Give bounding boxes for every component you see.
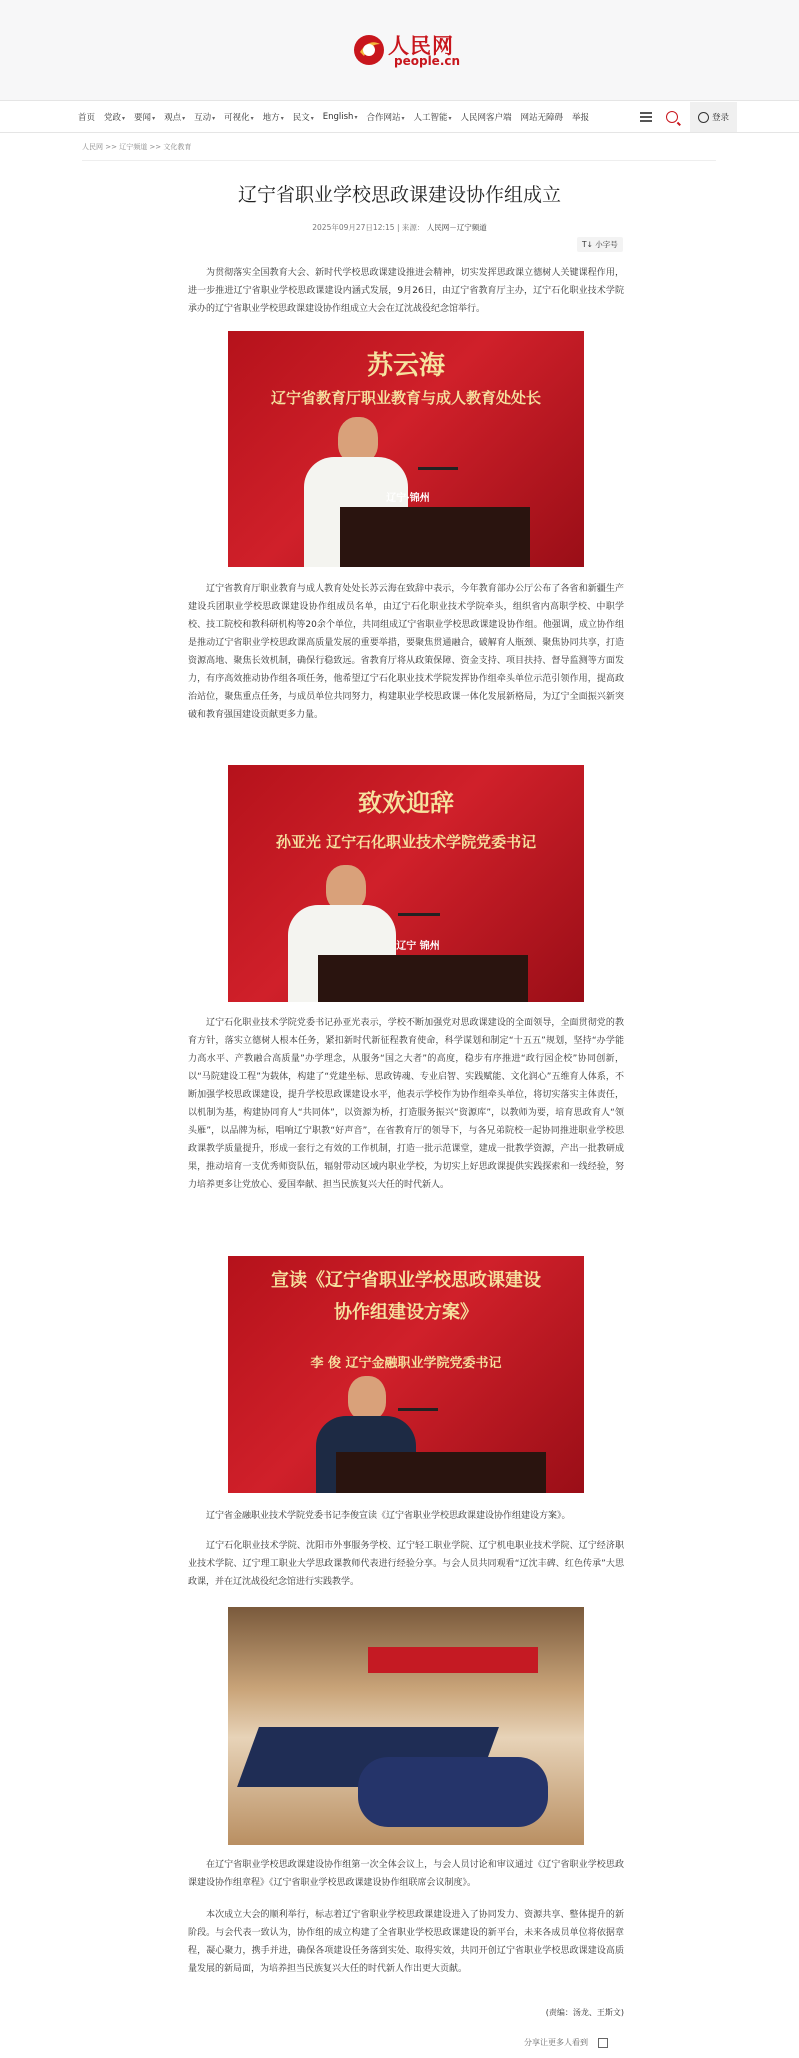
nav-item-8[interactable] [323,112,358,122]
share-icon[interactable] [598,2038,608,2048]
nav-item-label: 地方 [262,113,280,123]
chevron-down-icon: ▾ [310,115,314,122]
logo-text-en: people.cn [394,54,461,68]
photo-1-title: 辽宁省教育厅职业教育与成人教育处处长 [270,389,541,407]
nav-item-13[interactable] [572,111,589,123]
login-label: 登录 [712,113,730,123]
login-button[interactable] [690,102,737,132]
breadcrumb [82,142,191,152]
article-paragraph-6: 在辽宁省职业学校思政课建设协作组第一次全体会议上，与会人员讨论和审议通过《辽宁省职业学校思政课建设协作组章程》《辽宁省职业学校思政课建设协作组联席会议制度》。 [188,1860,624,1888]
divider [82,160,716,161]
menu-icon[interactable] [640,112,652,122]
nav-item-label: 举报 [572,113,590,123]
share-label: 分享让更多人看到 [524,2038,588,2047]
photo-3-line2: 协作组建设方案》 [334,1302,478,1323]
article-paragraph-2: 辽宁省教育厅职业教育与成人教育处处长苏云海在致辞中表示，今年教育部办公厅公布了各省和新疆生产建设兵团职业学校思政课建设协作组成员名单，由辽宁石化职业技术学院牵头，组织省内高职学校、中职学校、技工院校和教科研机构等20余个单位，共同组成辽宁省职业学校思政课建设协作组。他强调，成立协作组是推动辽宁省职业学校思政课高质量发展的重要举措，要聚焦贯通融合，破解育人瓶颈、聚焦协同共享，打造资源高地、聚焦长效机制，确保行稳致远。省教育厅将从政策保障、资金支持、项目扶持、督导监测等方面发力，有序高效推动协作组各项任务，他希望辽宁石化职业技术学院发挥协作组牵头单位示范引领作用，提高政治站位，聚焦重点任务，与成员单位共同努力，构建职业学校思政课一体化发展新格局，为辽宁全面振兴新突破和教育强国建设贡献更多力量。 [188,584,624,720]
article-meta: 2025年09月27日12:15 | 来源： 人民网－辽宁频道 [312,223,487,232]
site-header [0,0,799,101]
photo-3-line3: 李 俊 辽宁金融职业学院党委书记 [310,1356,502,1371]
article-photo-3 [228,1256,584,1493]
nav-item-label: 党政 [104,113,122,123]
chevron-down-icon: ▾ [354,114,358,121]
nav-item-3[interactable] [164,111,185,123]
photo-3-line1: 宣读《辽宁省职业学校思政课建设 [271,1270,541,1291]
chevron-down-icon: ▾ [152,115,156,122]
nav-item-label: 网站无障碍 [520,113,564,123]
breadcrumb-sep: >> [105,143,117,151]
article-source[interactable]: 人民网－辽宁频道 [426,223,487,232]
nav-item-label: 人工智能 [413,113,448,123]
nav-item-label: 人民网客户端 [460,113,512,123]
logo-text-cn: 人民网 [388,33,454,58]
main-nav [0,102,799,133]
article-paragraph-4: 辽宁省金融职业技术学院党委书记李俊宣读《辽宁省职业学校思政课建设协作组建设方案》。 [206,1511,571,1521]
photo-2-title: 孙亚光 辽宁石化职业技术学院党委书记 [275,833,537,851]
nav-item-11[interactable] [461,111,512,123]
article-paragraph-7: 本次成立大会的顺利举行，标志着辽宁省职业学校思政课建设进入了协同发力、资源共享、整体提升的新阶段。与会代表一致认为，协作组的成立构建了全省职业学校思政课建设的新平台，未来各成员单位将依据章程，凝心聚力，携手并进，确保各项建设任务落到实处、取得实效，共同开创辽宁省职业学校思政课建设高质量发展的新局面，为培养担当民族复兴大任的时代新人作出更大贡献。 [188,1910,624,1974]
nav-item-9[interactable] [366,111,404,123]
nav-item-label: 互动 [194,113,212,123]
nav-item-2[interactable] [134,111,155,123]
nav-item-label: 首页 [78,113,96,123]
article-photo-4 [228,1607,584,1845]
user-icon [698,112,709,123]
nav-item-1[interactable] [104,111,125,123]
photo-1-name: 苏云海 [366,351,445,381]
breadcrumb-home[interactable]: 人民网 [82,143,103,151]
chevron-down-icon: ▾ [401,115,405,122]
article-date: 2025年09月27日12:15 [312,223,395,232]
breadcrumb-channel[interactable]: 辽宁频道 [119,143,148,151]
search-icon[interactable] [666,111,678,123]
photo-2-heading: 致欢迎辞 [358,788,454,817]
editor-credit: (责编：汤龙、王斯文) [545,2008,624,2017]
source-label: 来源： [401,223,425,232]
nav-item-label: 可视化 [224,113,250,123]
article-paragraph-5: 辽宁石化职业技术学院、沈阳市外事服务学校、辽宁轻工职业学院、辽宁机电职业技术学院、辽宁经济职业技术学院、辽宁理工职业大学思政课教师代表进行经验分享。与会人员共同观看“辽沈丰碑、红色传承”大思政课，并在辽沈战役纪念馆进行实践教学。 [188,1541,624,1587]
nav-item-label: 要闻 [134,113,152,123]
nav-item-label: 观点 [164,113,182,123]
font-size-toggle[interactable]: T↓ 小字号 [577,237,623,252]
people-logo[interactable] [350,30,460,70]
chevron-down-icon: ▾ [212,115,216,122]
nav-item-0[interactable] [78,111,95,123]
nav-item-10[interactable] [413,111,451,123]
chevron-down-icon: ▾ [448,115,452,122]
breadcrumb-section[interactable]: 文化教育 [163,143,192,151]
nav-item-label: 民文 [292,113,310,123]
nav-item-7[interactable] [293,111,314,123]
photo-1-backdrop: 辽宁·锦州 [386,493,430,504]
nav-item-4[interactable] [194,111,215,123]
article-photo-2 [228,765,584,1002]
nav-item-5[interactable] [224,111,254,123]
photo-2-backdrop: 辽宁 锦州 [396,941,440,952]
nav-item-6[interactable] [263,111,284,123]
share-bar [524,2037,608,2048]
nav-item-label: 合作网站 [366,113,401,123]
chevron-down-icon: ▾ [250,115,254,122]
article-paragraph-3: 辽宁石化职业技术学院党委书记孙亚光表示，学校不断加强党对思政课建设的全面领导，全面贯彻党的教育方针，落实立德树人根本任务，紧扣新时代新征程教育使命，科学谋划和制定“十五五”规划，坚持“办学能力高水平、产教融合高质量”办学理念，从服务“国之大者”的高度，稳步有序推进“政行园企校”协同创新，以“马院建设工程”为载体，构建了“党建坐标、思政铸魂、专业启智、实践赋能、文化润心”五维育人体系，不断加强学校思政课建设，提升学校思政课建设水平，他表示学校作为协作组牵头单位，将切实落实主体责任，以机制为基，构建协同育人“共同体”，以资源为桥，打造服务振兴“资源库”，以教师为要，培育思政育人“领头雁”，以品牌为标，唱响辽宁职教“好声音”，在省教育厅的领导下，与各兄弟院校一起协同推进职业学校思政课教学质量提升，形成一套行之有效的工作机制，打造一批示范课堂，建成一批教学资源，产出一批教研成果，推动培育一支优秀师资队伍，辐射带动区域内职业学校，为切实上好思政课提供实践探索和一线经验，努力培养更多让党放心、爱国奉献、担当民族复兴大任的时代新人。 [188,1018,624,1190]
nav-item-label: English [322,112,354,122]
article-paragraph-1: 为贯彻落实全国教育大会、新时代学校思政课建设推进会精神，切实发挥思政课立德树人关键课程作用，进一步推进辽宁省职业学校思政课建设内涵式发展，9月26日，由辽宁省教育厅主办，辽宁石化职业技术学院承办的辽宁省职业学校思政课建设协作组成立大会在辽沈战役纪念馆举行。 [188,268,624,314]
article-photo-1 [228,331,584,567]
chevron-down-icon: ▾ [280,115,284,122]
chevron-down-icon: ▾ [182,115,186,122]
chevron-down-icon: ▾ [122,115,126,122]
breadcrumb-sep: >> [149,143,162,151]
page-title: 辽宁省职业学校思政课建设协作组成立 [237,184,561,206]
nav-item-12[interactable] [521,111,564,123]
logo-mark-icon [350,30,388,68]
